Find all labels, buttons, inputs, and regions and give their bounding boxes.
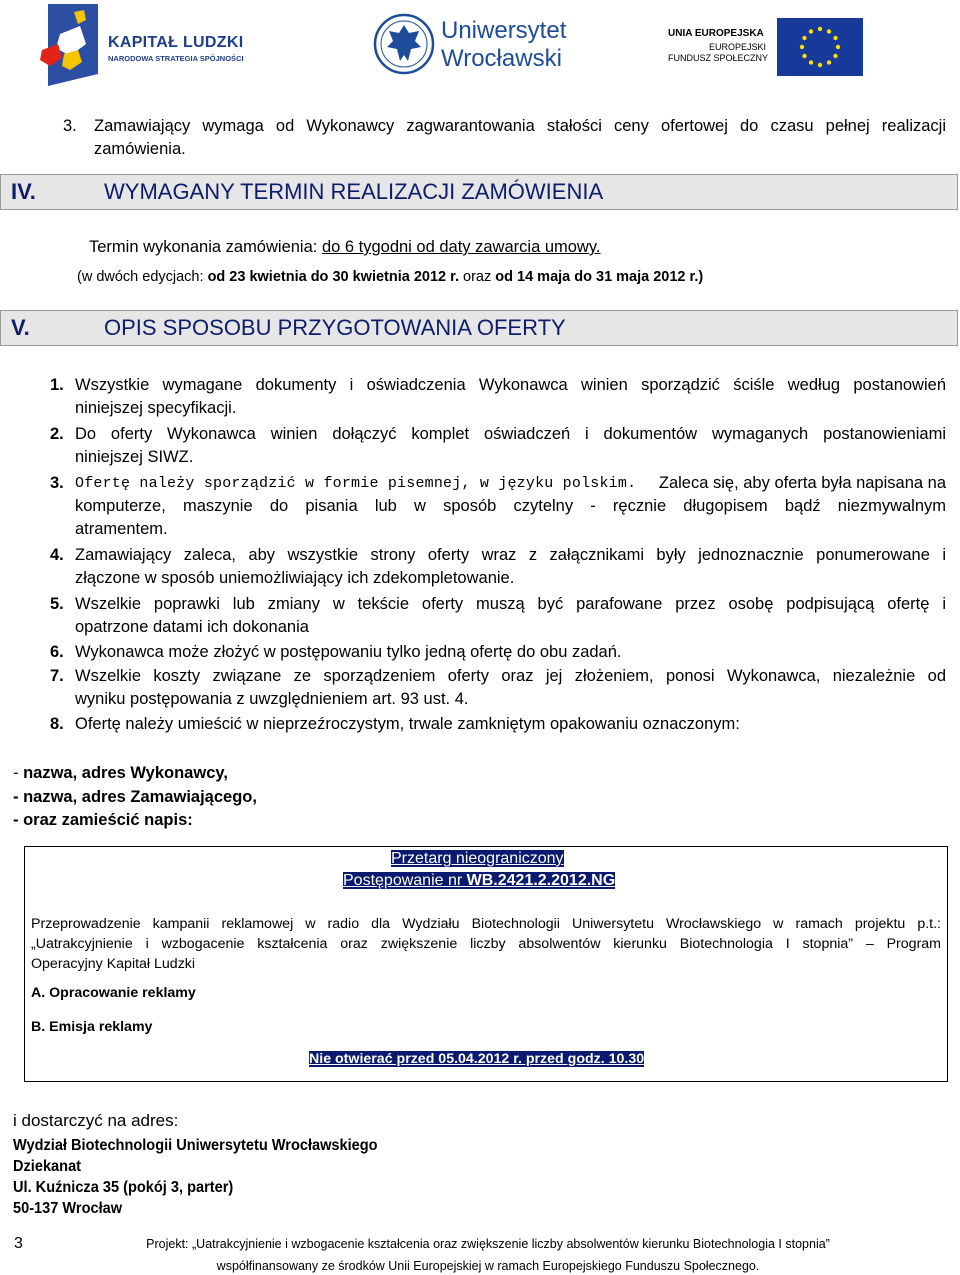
footer-project-line: Projekt: „Uatrakcyjnienie i wzbogacenie kształcenia oraz zwiększenie liczby absolwentów kierunku Biotechnologia I stopnia”: [146, 1237, 830, 1251]
tender-type: Przetarg nieograniczony: [391, 850, 564, 867]
page-number: 3: [14, 1235, 23, 1252]
box-description: Przeprowadzenie kampanii reklamowej w radio dla Wydziału Biotechnologii Uniwersytetu Wrocławskiego w ramach projektu p.t.:: [31, 916, 941, 932]
editions-line: [77, 266, 703, 289]
envelope-line: [13, 762, 228, 785]
item-text-line: zamówienia.: [94, 140, 186, 158]
box-procedure: [343, 871, 615, 891]
list-item-text: wyniku postępowania z uwzględnieniem art. 93 ust. 4.: [75, 690, 469, 708]
list-item-text: niniejszej SIWZ.: [75, 448, 194, 466]
list-item-text: komputerze, maszynie do pisania lub w sposób czytelny - ręcznie długopisem bądź niezmywalnym: [75, 497, 946, 515]
list-item-number: 6.: [50, 643, 64, 661]
university-eagle-emblem-icon: [373, 13, 435, 75]
editions-intro: (w dwóch edycjach:: [77, 269, 208, 285]
list-item-text: Wszelkie koszty związane ze sporządzeniem oferty oraz jej złożeniem, ponosi Wykonawca, niezależnie od: [75, 667, 946, 685]
list-item-number: 1.: [50, 376, 64, 394]
list-item-text: Wykonawca może złożyć w postępowaniu tylko jedną ofertę do obu zadań.: [75, 643, 622, 661]
list-item-text: złączone w sposób uniemożliwiający ich zdekompletowanie.: [75, 569, 515, 587]
edition-1-dates: od 23 kwietnia do 30 kwietnia 2012 r.: [207, 269, 460, 285]
list-item-number: 4.: [50, 546, 64, 564]
box-part-a: A. Opracowanie reklamy: [31, 985, 196, 1001]
list-item-text: atramentem.: [75, 520, 168, 538]
section-number: V.: [11, 315, 30, 340]
list-item-text-rest: Zaleca się, aby oferta była napisana na: [658, 474, 946, 492]
section-heading-band: [0, 174, 958, 210]
eu-fund-line2: FUNDUSZ SPOŁECZNY: [668, 53, 769, 63]
address-line: Wydział Biotechnologii Uniwersytetu Wrocławskiego: [13, 1137, 378, 1154]
eu-flag-icon: [777, 18, 863, 76]
list-item-text: Wszelkie poprawki lub zmiany w tekście oferty muszą być parafowane przez osobę podpisującą ofertę i: [75, 595, 946, 613]
section-heading-band: [0, 310, 958, 346]
address-line: 50-137 Wrocław: [13, 1200, 123, 1217]
envelope-line: - nazwa, adres Zamawiającego,: [13, 788, 257, 806]
footer-funding-line: współfinansowany ze środków Unii Europejskiej w ramach Europejskiego Funduszu Społecznego.: [216, 1259, 760, 1273]
box-description: Operacyjny Kapitał Ludzki: [31, 956, 196, 972]
list-item-number: 3.: [50, 474, 64, 492]
list-item-text-monospace: Ofertę należy sporządzić w formie pisemnej, w języku polskim.: [75, 475, 637, 492]
deadline-label: Termin wykonania zamówienia:: [89, 238, 322, 256]
section-number: IV.: [11, 179, 36, 204]
procedure-label: Postępowanie nr: [343, 872, 467, 889]
deadline-value: do 6 tygodni od daty zawarcia umowy.: [321, 238, 601, 256]
item-text-line: Zamawiający wymaga od Wykonawcy zagwarantowania stałości ceny ofertowej do czasu pełnej realizacji: [94, 117, 946, 135]
do-not-open-warning: Nie otwierać przed 05.04.2012 r. przed godz. 10.30: [309, 1051, 645, 1067]
kapital-ludzki-emblem-icon: [40, 4, 108, 86]
section-title: OPIS SPOSOBU PRZYGOTOWANIA OFERTY: [104, 315, 566, 340]
list-item-text: Wszystkie wymagane dokumenty i oświadczenia Wykonawca winien sporządzić ściśle według postanowień: [75, 376, 946, 394]
eu-fund-line1: EUROPEJSKI: [709, 42, 767, 52]
procedure-number: WB.2421.2.2012.NG: [466, 872, 616, 889]
envelope-contractor: nazwa, adres Wykonawcy,: [23, 764, 228, 782]
editions-connector: oraz: [459, 269, 496, 285]
kapital-ludzki-subtitle: NARODOWA STRATEGIA SPÓJNOŚCI: [108, 54, 244, 63]
list-item-text: opatrzone datami ich dokonania: [75, 618, 309, 636]
list-item-text: [75, 472, 946, 495]
item-number: 3.: [63, 117, 77, 135]
list-item-text: Zamawiający zaleca, aby wszystkie strony oferty wraz z załącznikami były jednoznacznie ponumerowane i: [75, 546, 946, 564]
edition-2-dates: od 14 maja do 31 maja 2012 r.): [495, 269, 704, 285]
section-title: WYMAGANY TERMIN REALIZACJI ZAMÓWIENIA: [104, 179, 604, 204]
kapital-ludzki-title: KAPITAŁ LUDZKI: [108, 34, 244, 51]
envelope-label-box: [24, 846, 948, 1082]
envelope-line: - oraz zamieścić napis:: [13, 811, 193, 829]
list-item-text: Ofertę należy umieścić w nieprzeźroczystym, trwale zamkniętym opakowaniu oznaczonym:: [75, 715, 740, 733]
deadline-line: [89, 236, 600, 259]
list-item-text: niniejszej specyfikacji.: [75, 399, 237, 417]
box-title: [391, 849, 564, 869]
box-description: „Uatrakcyjnienie i wzbogacenie kształcenia oraz zwiększenie liczby absolwentów kierunku Biotechnologia I stopnia” – Program: [31, 936, 941, 952]
list-item-number: 5.: [50, 595, 64, 613]
university-name-line1: Uniwersytet: [441, 17, 567, 44]
eu-title: UNIA EUROPEJSKA: [668, 28, 764, 39]
address-intro: i dostarczyć na adres:: [13, 1111, 179, 1130]
address-line: Ul. Kuźnicza 35 (pokój 3, parter): [13, 1179, 234, 1196]
university-name-line2: Wrocławski: [441, 45, 562, 72]
list-item-number: 2.: [50, 425, 64, 443]
box-part-b: B. Emisja reklamy: [31, 1019, 153, 1035]
box-warning: [309, 1049, 644, 1069]
list-item-number: 8.: [50, 715, 64, 733]
address-line: Dziekanat: [13, 1158, 82, 1175]
list-item-text: Do oferty Wykonawca winien dołączyć komplet oświadczeń i dokumentów wymaganych postanowieniami: [75, 425, 946, 443]
list-item-number: 7.: [50, 667, 64, 685]
envelope-dash: -: [13, 764, 24, 782]
